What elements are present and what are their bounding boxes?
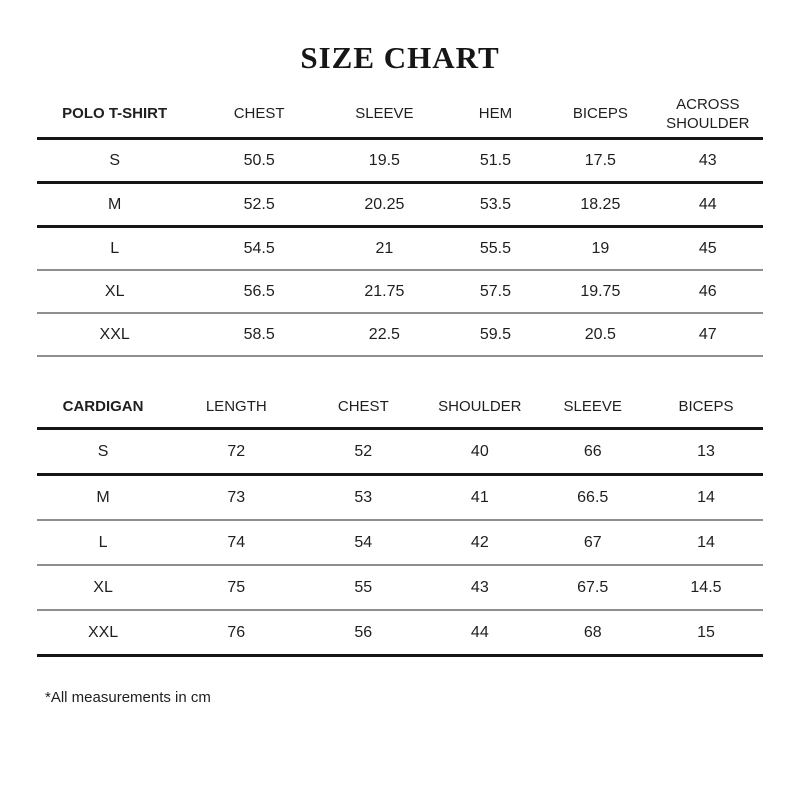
cardigan-header-row	[37, 387, 763, 429]
polo-tshirt-table	[37, 92, 763, 357]
measurement-value: 21.75	[326, 270, 443, 313]
measurement-value: 42	[423, 520, 536, 565]
size-label: S	[37, 429, 169, 475]
measurement-value: 14	[649, 475, 763, 521]
measurement-value: 56.5	[192, 270, 326, 313]
column-header-sleeve: SLEEVE	[536, 387, 649, 429]
column-header-sleeve: SLEEVE	[326, 92, 443, 139]
measurement-value: 67	[536, 520, 649, 565]
measurement-value: 43	[653, 139, 763, 183]
size-label: L	[37, 227, 192, 271]
column-header-biceps: BICEPS	[548, 92, 653, 139]
measurement-value: 56	[303, 610, 423, 656]
measurement-value: 19.75	[548, 270, 653, 313]
measurement-value: 67.5	[536, 565, 649, 610]
measurement-value: 52	[303, 429, 423, 475]
measurement-value: 47	[653, 313, 763, 356]
column-header-chest: CHEST	[303, 387, 423, 429]
polo-row-xl	[37, 270, 763, 313]
measurement-value: 14	[649, 520, 763, 565]
measurement-value: 57.5	[443, 270, 548, 313]
measurement-value: 20.5	[548, 313, 653, 356]
measurement-value: 76	[169, 610, 303, 656]
size-label: XL	[37, 565, 169, 610]
measurement-value: 74	[169, 520, 303, 565]
cardigan-table	[37, 387, 763, 657]
measurement-value: 22.5	[326, 313, 443, 356]
measurement-value: 51.5	[443, 139, 548, 183]
cardigan-row-xxl	[37, 610, 763, 656]
size-label: S	[37, 139, 192, 183]
measurement-value: 50.5	[192, 139, 326, 183]
polo-row-l	[37, 227, 763, 271]
size-label: XL	[37, 270, 192, 313]
measurement-value: 66.5	[536, 475, 649, 521]
measurement-value: 44	[423, 610, 536, 656]
size-label: L	[37, 520, 169, 565]
size-label: M	[37, 475, 169, 521]
size-label: M	[37, 183, 192, 227]
polo-row-s	[37, 139, 763, 183]
measurement-value: 19	[548, 227, 653, 271]
measurement-value: 73	[169, 475, 303, 521]
column-header-chest: CHEST	[192, 92, 326, 139]
measurement-value: 54	[303, 520, 423, 565]
measurements-footnote: *All measurements in cm	[45, 689, 211, 706]
cardigan-row-l	[37, 520, 763, 565]
measurement-value: 55.5	[443, 227, 548, 271]
measurement-value: 17.5	[548, 139, 653, 183]
cardigan-table-title: CARDIGAN	[37, 387, 169, 429]
polo-row-m	[37, 183, 763, 227]
column-header-across-shoulder: ACROSS SHOULDER	[653, 92, 763, 139]
cardigan-row-xl	[37, 565, 763, 610]
cardigan-row-m	[37, 475, 763, 521]
measurement-value: 46	[653, 270, 763, 313]
measurement-value: 18.25	[548, 183, 653, 227]
page-title: SIZE CHART	[300, 40, 500, 75]
measurement-value: 53.5	[443, 183, 548, 227]
measurement-value: 41	[423, 475, 536, 521]
measurement-value: 20.25	[326, 183, 443, 227]
measurement-value: 72	[169, 429, 303, 475]
measurement-value: 54.5	[192, 227, 326, 271]
column-header-length: LENGTH	[169, 387, 303, 429]
measurement-value: 44	[653, 183, 763, 227]
size-label: XXL	[37, 313, 192, 356]
measurement-value: 53	[303, 475, 423, 521]
polo-header-row	[37, 92, 763, 139]
measurement-value: 14.5	[649, 565, 763, 610]
measurement-value: 66	[536, 429, 649, 475]
polo-table-title: POLO T-SHIRT	[37, 92, 192, 139]
column-header-hem: HEM	[443, 92, 548, 139]
measurement-value: 43	[423, 565, 536, 610]
column-header-biceps: BICEPS	[649, 387, 763, 429]
measurement-value: 45	[653, 227, 763, 271]
measurement-value: 52.5	[192, 183, 326, 227]
measurement-value: 40	[423, 429, 536, 475]
measurement-value: 58.5	[192, 313, 326, 356]
measurement-value: 21	[326, 227, 443, 271]
measurement-value: 55	[303, 565, 423, 610]
measurement-value: 19.5	[326, 139, 443, 183]
measurement-value: 59.5	[443, 313, 548, 356]
measurement-value: 68	[536, 610, 649, 656]
size-label: XXL	[37, 610, 169, 656]
measurement-value: 13	[649, 429, 763, 475]
polo-row-xxl	[37, 313, 763, 356]
cardigan-row-s	[37, 429, 763, 475]
column-header-shoulder: SHOULDER	[423, 387, 536, 429]
measurement-value: 15	[649, 610, 763, 656]
measurement-value: 75	[169, 565, 303, 610]
